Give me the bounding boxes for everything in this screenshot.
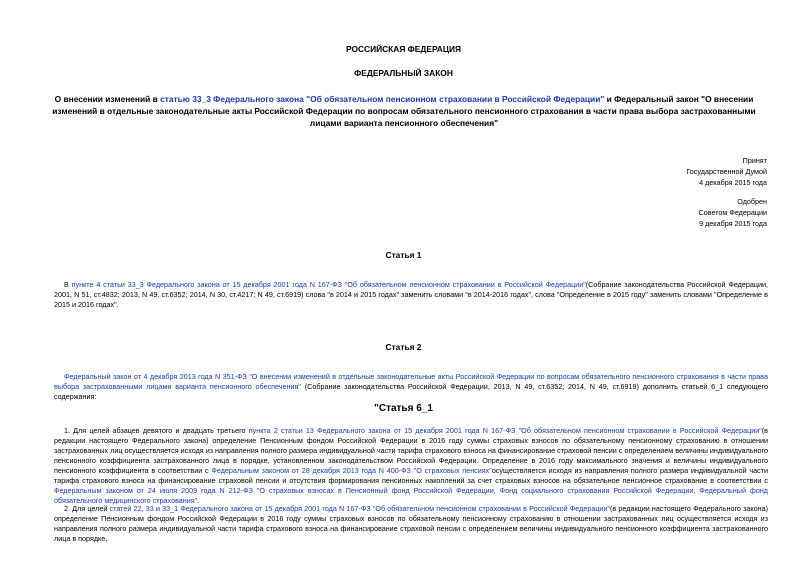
article-2-link[interactable]: Федеральный закон от 4 декабря 2013 года N 351-ФЗ "О внесении изменений в отдельные законодательные акты Российской Федерации по вопросам обязательного пенсионного страхования в части права выбора застрахованными лицами варианта пенсионного обеспечения" — [54, 372, 768, 391]
p1-link-law-400[interactable]: Федеральным законом от 28 декабря 2013 года N 400-ФЗ "О страховых пенсиях" — [211, 465, 492, 475]
article-6-1-paragraph-1 — [54, 426, 768, 506]
p1-text-2: (в редакции настоящего Федерального закона) определение Пенсионным фондом Российской Федерации в 2016 году суммы страховых взносов по обязательному пенсионному страхованию в отношении застрахованных лиц осуществляется исходя из направления полного размера индивидуальной части тарифа страхового взноса на финансирование страховой пенсии с определением величины индивидуального пенсионного коэффициента застрахованного лица в порядке, установленном законодательством Российской Федерации. Определение в 2016 году максимального значения и величины индивидуального пенсионного коэффициента в соответствии с — [54, 426, 768, 475]
adopted-body: Государственной Думой — [686, 166, 767, 176]
title-text-2: и Федеральный закон "О внесении изменений в отдельные законодательные акты Российской Федерации по вопросам обязательного пенсионного страхования в части права выбора застрахованными лицами варианта пенсионного обеспечения" — [52, 94, 756, 129]
article-1-link[interactable]: пункте 4 статьи 33_3 Федерального закона от 15 декабря 2001 года N 167-ФЗ "Об обязательном пенсионном страховании в Российской Федерации" — [71, 280, 586, 289]
title-text-1: О внесении изменений в — [54, 94, 161, 104]
article-1-heading: Статья 1 — [385, 250, 422, 260]
p2-link-articles-22-33[interactable]: статей 22, 33 и 33_1 Федерального закона от 15 декабря 2001 года N 167-ФЗ "Об обязательном пенсионном страховании в Российской Федерации" — [109, 504, 611, 513]
approved-body: Советом Федерации — [698, 207, 767, 217]
article-6-1-heading: "Статья 6_1 — [374, 403, 433, 414]
adopted-date: 4 декабря 2015 года — [699, 177, 767, 187]
p2-text-1: 2. Для целей — [64, 504, 110, 513]
p1-text-4: . — [197, 495, 200, 505]
adoption-block — [547, 156, 767, 188]
p1-text-1: 1. Для целей абзацев девятого и двадцать третьего — [64, 426, 249, 435]
law-title — [42, 93, 766, 130]
law-type-heading: ФЕДЕРАЛЬНЫЙ ЗАКОН — [354, 68, 453, 78]
adopted-label: Принят — [742, 156, 767, 165]
p2-text-2: (в редакции настоящего Федерального закона) определение Пенсионным фондом Российской Федерации в 2016 году суммы страховых взносов по обязательному пенсионному страхованию в отношении застрахованных лиц осуществляется исходя из направления полного размера индивидуальной части тарифа страхового взноса на финансирование страховой пенсии с определением величины индивидуального пенсионного коэффициента застрахованного лица в порядке, — [54, 504, 768, 543]
approved-label: Одобрен — [737, 197, 767, 206]
p1-text-3: осуществляется исходя из направления полного размера индивидуальной части тарифа страхового взноса на финансирование страховой пенсии и отсутствия формирования пенсионных накоплений за счет страховых взносов на обязательное пенсионное страхование в соответствии с — [54, 465, 769, 485]
article-6-1-paragraph-2 — [54, 504, 768, 544]
article-2-text — [54, 372, 768, 402]
article-1-text — [54, 280, 768, 310]
p1-link-law-212[interactable]: Федеральным законом от 24 июля 2009 года N 212-ФЗ "О страховых взносах в Пенсионный фонд Российской Федерации, Фонд социального страхования Российской Федерации, Федеральный фонд обязательного медицинского страхования" — [54, 485, 768, 505]
title-link-article-33-3[interactable]: статью 33_3 Федерального закона "Об обязательном пенсионном страховании в Российской Федерации" — [160, 94, 605, 104]
article-2-heading: Статья 2 — [385, 342, 422, 352]
country-heading: РОССИЙСКАЯ ФЕДЕРАЦИЯ — [345, 44, 462, 54]
p1-link-article-13[interactable]: пункта 2 статьи 13 Федерального закона от 15 декабря 2001 года N 167-ФЗ "Об обязательном пенсионном страховании в Российской Федерации" — [248, 426, 762, 435]
article-1-text-2: (Собрание законодательства Российской Федерации, 2001, N 51, ст.4832; 2013, N 49, ст.6352; 2014, N 30, ст.4217; N 49, ст.6919) слова "в 2014 и 2015 годах" заменить словами "в 2014-2016 годах", слова "Определение в 2015 году" заменить словами "Определение в 2015 и 2016 годах". — [54, 280, 768, 309]
approved-date: 9 декабря 2015 года — [699, 218, 767, 228]
article-2-text-1: (Собрание законодательства Российской Федерации, 2013, N 49, ст.6352; 2014, N 49, ст.6919) дополнить статьей 6_1 следующего содержания: — [54, 381, 768, 401]
approval-block — [547, 197, 767, 229]
article-1-text-1: В — [64, 280, 72, 289]
